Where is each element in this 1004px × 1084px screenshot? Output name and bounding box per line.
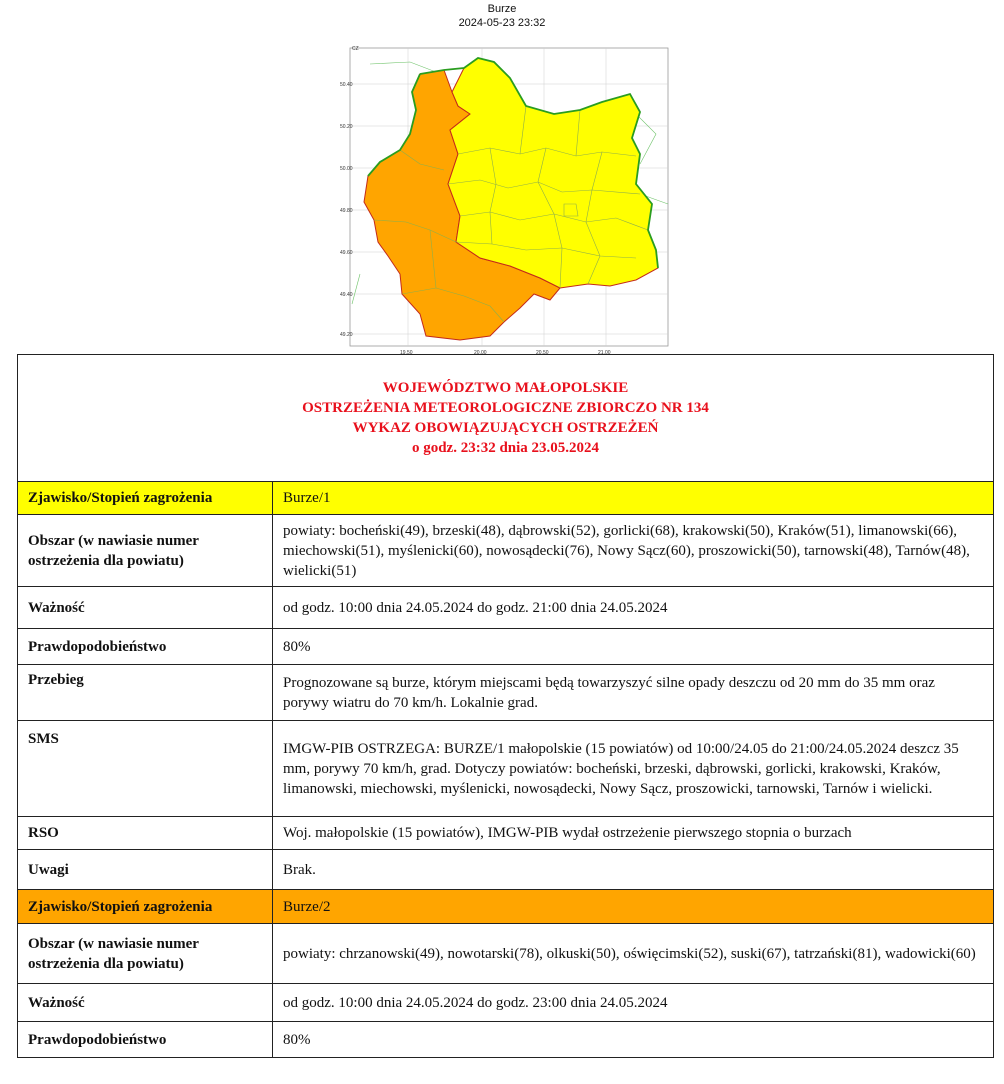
notes-value: Brak. — [273, 850, 994, 890]
lat-tick: 49.80 — [340, 208, 353, 214]
table-row — [18, 629, 994, 665]
rso-label: RSO — [18, 817, 273, 850]
sms-value: IMGW-PIB OSTRZEGA: BURZE/1 małopolskie (15 powiatów) od 10:00/24.05 do 21:00/24.05.2024 deszcz 35 mm, porywy 70 km/h, grad. Dotyczy powiatów: bocheński, brzeski, dąbrowski, gorlicki, krakowski, Kraków, limanowski, miechowski, myślenicki, nowosądecki, Nowy Sącz, proszowicki, tarnowski, Tarnów i wielicki. — [273, 721, 994, 817]
table-row — [18, 515, 994, 587]
lat-tick: 50.00 — [340, 166, 353, 172]
lon-tick: 21.00 — [598, 350, 611, 356]
probability-value: 80% — [273, 1022, 994, 1058]
map-corner-label: CZ — [352, 46, 359, 52]
table-row — [18, 984, 994, 1022]
area-value: powiaty: bocheński(49), brzeski(48), dąbrowski(52), gorlicki(68), krakowski(50), Kraków(51), limanowski(66), miechowski(51), myślenicki(60), nowosądecki(76), Nowy Sącz(60), proszowicki(50), tarnowski(48), Tarnów(48), wielicki(51) — [273, 515, 994, 587]
area-label: Obszar (w nawiasie numer ostrzeżenia dla powiatu) — [18, 515, 273, 587]
sms-label: SMS — [18, 721, 273, 817]
map-title: Burze — [487, 3, 517, 15]
title-voivodeship: WOJEWÓDZTWO MAŁOPOLSKIE — [382, 380, 629, 396]
table-row — [18, 924, 994, 984]
table-row — [18, 890, 994, 924]
area-label: Obszar (w nawiasie numer ostrzeżenia dla powiatu) — [18, 924, 273, 984]
phenomenon-value: Burze/1 — [273, 482, 994, 515]
validity-label: Ważność — [18, 587, 273, 629]
table-row — [18, 1022, 994, 1058]
title-warnings-number: OSTRZEŻENIA METEOROLOGICZNE ZBIORCZO NR 134 — [302, 400, 709, 416]
course-value: Prognozowane są burze, którym miejscami będą towarzyszyć silne opady deszczu od 20 mm do 35 mm oraz porywy wiatru do 70 km/h. Lokalnie grad. — [273, 665, 994, 721]
probability-label: Prawdopodobieństwo — [18, 629, 273, 665]
lat-tick: 50.40 — [340, 82, 353, 88]
warnings-table — [17, 354, 994, 1058]
warning-map-svg — [340, 44, 670, 356]
header-row — [18, 355, 994, 482]
validity-value: od godz. 10:00 dnia 24.05.2024 do godz. 23:00 dnia 24.05.2024 — [273, 984, 994, 1022]
lat-tick: 49.60 — [340, 250, 353, 256]
lon-tick: 20.50 — [536, 350, 549, 356]
table-row — [18, 587, 994, 629]
phenomenon-value: Burze/2 — [273, 890, 994, 924]
title-datetime: o godz. 23:32 dnia 23.05.2024 — [411, 440, 600, 456]
validity-label: Ważność — [18, 984, 273, 1022]
table-row — [18, 665, 994, 721]
document-title — [18, 355, 994, 482]
lat-tick: 50.20 — [340, 124, 353, 130]
notes-label: Uwagi — [18, 850, 273, 890]
probability-label: Prawdopodobieństwo — [18, 1022, 273, 1058]
area-value: powiaty: chrzanowski(49), nowotarski(78), olkuski(50), oświęcimski(52), suski(67), tatrzański(81), wadowicki(60) — [273, 924, 994, 984]
phenomenon-label: Zjawisko/Stopień zagrożenia — [18, 482, 273, 515]
title-list: WYKAZ OBOWIĄZUJĄCYCH OSTRZEŻEŃ — [352, 420, 659, 436]
rso-value: Woj. małopolskie (15 powiatów), IMGW-PIB wydał ostrzeżenie pierwszego stopnia o burzach — [273, 817, 994, 850]
validity-value: od godz. 10:00 dnia 24.05.2024 do godz. 21:00 dnia 24.05.2024 — [273, 587, 994, 629]
lon-tick: 20.00 — [474, 350, 487, 356]
phenomenon-label: Zjawisko/Stopień zagrożenia — [18, 890, 273, 924]
lon-tick: 19.50 — [400, 350, 413, 356]
probability-value: 80% — [273, 629, 994, 665]
course-label: Przebieg — [18, 665, 273, 721]
lat-tick: 49.40 — [340, 292, 353, 298]
map-datetime: 2024-05-23 23:32 — [458, 17, 546, 29]
table-row — [18, 482, 994, 515]
table-row — [18, 721, 994, 817]
table-row — [18, 817, 994, 850]
lat-tick: 49.20 — [340, 332, 353, 338]
table-row — [18, 850, 994, 890]
map-header — [0, 2, 1004, 30]
warning-map — [340, 44, 670, 356]
